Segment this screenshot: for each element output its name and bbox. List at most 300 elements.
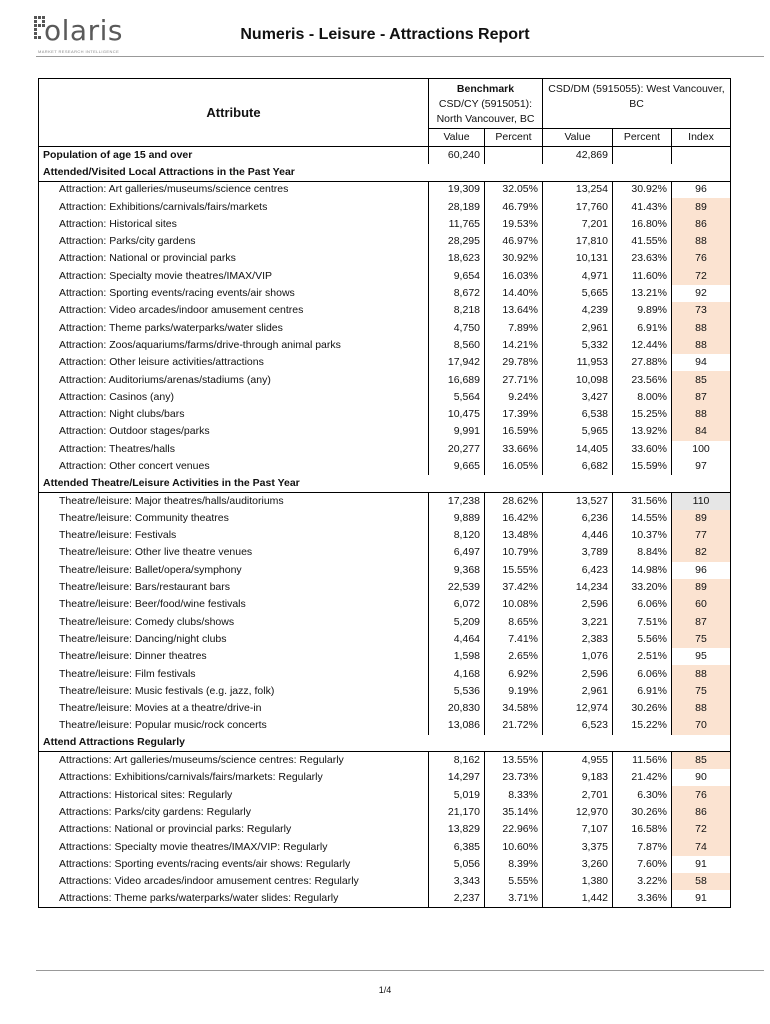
logo-tagline: MARKET RESEARCH INTELLIGENCE <box>38 49 120 54</box>
bench-percent: 10.79% <box>485 544 543 561</box>
target-percent: 9.89% <box>613 302 672 319</box>
row-label: Attractions: Parks/city gardens: Regularly <box>59 805 251 818</box>
row-label: Attractions: Video arcades/indoor amusement centres: Regularly <box>59 875 359 888</box>
bench-value: 18,623 <box>429 250 485 267</box>
index-value: 77 <box>672 527 731 544</box>
table-row <box>39 665 731 682</box>
target-percent: 14.98% <box>613 562 672 579</box>
target-percent: 15.22% <box>613 717 672 734</box>
bench-value: 8,672 <box>429 285 485 302</box>
table-row <box>39 700 731 717</box>
target-value: 3,221 <box>543 614 613 631</box>
row-label: Attractions: Theme parks/waterparks/water slides: Regularly <box>59 892 339 905</box>
row-label: Attraction: National or provincial parks <box>59 252 236 265</box>
target-value: 1,442 <box>543 890 613 907</box>
target-percent: 7.60% <box>613 856 672 873</box>
target-percent: 12.44% <box>613 337 672 354</box>
target-percent: 5.56% <box>613 631 672 648</box>
table-row <box>39 233 731 250</box>
bench-percent: 33.66% <box>485 441 543 458</box>
index-value: 86 <box>672 804 731 821</box>
table-row <box>39 562 731 579</box>
table-row <box>39 268 731 285</box>
index-value: 97 <box>672 458 731 475</box>
table-row <box>39 804 731 821</box>
row-label: Theatre/leisure: Movies at a theatre/drive-in <box>59 702 262 715</box>
index-value: 88 <box>672 233 731 250</box>
bench-value: 3,343 <box>429 873 485 890</box>
section-header-row <box>39 475 731 492</box>
bench-percent: 9.19% <box>485 683 543 700</box>
target-value: 5,965 <box>543 423 613 440</box>
table-row <box>39 216 731 233</box>
benchmark-header <box>429 79 543 129</box>
target-percent: 15.25% <box>613 406 672 423</box>
target-percent: 10.37% <box>613 527 672 544</box>
bench-percent: 16.05% <box>485 458 543 475</box>
target-value: 5,332 <box>543 337 613 354</box>
row-label: Attraction: Night clubs/bars <box>59 408 185 421</box>
bench-value: 22,539 <box>429 579 485 596</box>
bench-percent: 13.64% <box>485 302 543 319</box>
target-area-header: CSD/DM (5915055): West Vancouver, BC <box>543 79 731 129</box>
bench-value: 6,497 <box>429 544 485 561</box>
section-title: Attended Theatre/Leisure Activities in the Past Year <box>39 475 731 492</box>
target-percent: 31.56% <box>613 492 672 509</box>
row-label: Theatre/leisure: Film festivals <box>59 667 196 680</box>
target-value: 13,254 <box>543 181 613 198</box>
bench-value: 4,168 <box>429 665 485 682</box>
target-value: 2,596 <box>543 665 613 682</box>
table-row <box>39 838 731 855</box>
target-percent: 14.55% <box>613 510 672 527</box>
target-value: 4,971 <box>543 268 613 285</box>
bench-value: 13,086 <box>429 717 485 734</box>
row-label: Attractions: Historical sites: Regularly <box>59 788 233 801</box>
target-value: 12,970 <box>543 804 613 821</box>
row-label: Theatre/leisure: Music festivals (e.g. jazz, folk) <box>59 684 275 697</box>
section-header-row <box>39 735 731 752</box>
bench-value: 9,654 <box>429 268 485 285</box>
attribute-header: Attribute <box>39 79 429 147</box>
row-label: Attractions: Sporting events/racing events/air shows: Regularly <box>59 857 351 870</box>
bench-percent: 17.39% <box>485 406 543 423</box>
logo-wordmark: olaris <box>44 14 123 47</box>
bench-percent: 16.42% <box>485 510 543 527</box>
index-value: 88 <box>672 700 731 717</box>
page-title: Numeris - Leisure - Attractions Report <box>240 26 530 43</box>
table-row <box>39 354 731 371</box>
index-value: 72 <box>672 268 731 285</box>
section-title: Attend Attractions Regularly <box>39 735 731 752</box>
target-value: 10,098 <box>543 371 613 388</box>
bench-percent: 22.96% <box>485 821 543 838</box>
target-value: 3,789 <box>543 544 613 561</box>
target-percent: 23.56% <box>613 371 672 388</box>
row-label: Attraction: Exhibitions/carnivals/fairs/markets <box>59 200 268 213</box>
bench-value: 28,295 <box>429 233 485 250</box>
bench-value: 19,309 <box>429 181 485 198</box>
target-percent: 11.60% <box>613 268 672 285</box>
bench-percent: 30.92% <box>485 250 543 267</box>
target-percent: 3.36% <box>613 890 672 907</box>
bench-value: 5,564 <box>429 389 485 406</box>
target-value: 1,076 <box>543 648 613 665</box>
index-value: 88 <box>672 665 731 682</box>
table-row <box>39 717 731 734</box>
table-row <box>39 371 731 388</box>
target-percent: 16.80% <box>613 216 672 233</box>
row-label: Attraction: Parks/city gardens <box>59 235 196 248</box>
index-value: 96 <box>672 181 731 198</box>
table-row <box>39 302 731 319</box>
row-label: Theatre/leisure: Festivals <box>59 529 177 542</box>
row-label: Theatre/leisure: Major theatres/halls/auditoriums <box>59 494 284 507</box>
bench-value: 14,297 <box>429 769 485 786</box>
population-row <box>39 147 731 164</box>
target-value: 10,131 <box>543 250 613 267</box>
bench-value: 4,464 <box>429 631 485 648</box>
bench-percent: 37.42% <box>485 579 543 596</box>
bench-percent: 5.55% <box>485 873 543 890</box>
table-row <box>39 510 731 527</box>
index-value: 100 <box>672 441 731 458</box>
row-label: Theatre/leisure: Popular music/rock concerts <box>59 719 267 732</box>
table-row <box>39 631 731 648</box>
bench-percent: 15.55% <box>485 562 543 579</box>
table-row <box>39 441 731 458</box>
bench-percent: 14.40% <box>485 285 543 302</box>
bench-value: 6,385 <box>429 838 485 855</box>
table-row <box>39 181 731 198</box>
bench-percent: 6.92% <box>485 665 543 682</box>
target-percent: 8.84% <box>613 544 672 561</box>
target-percent: 30.26% <box>613 804 672 821</box>
table-row <box>39 856 731 873</box>
table-row <box>39 786 731 803</box>
index-value: 88 <box>672 337 731 354</box>
population-target-value: 42,869 <box>543 147 613 164</box>
population-label: Population of age 15 and over <box>43 148 193 161</box>
table-row <box>39 596 731 613</box>
row-label: Theatre/leisure: Dancing/night clubs <box>59 632 227 645</box>
target-value: 2,961 <box>543 683 613 700</box>
row-label: Theatre/leisure: Bars/restaurant bars <box>59 581 230 594</box>
target-percent: 30.26% <box>613 700 672 717</box>
target-percent: 6.06% <box>613 665 672 682</box>
index-value: 75 <box>672 631 731 648</box>
bench-percent: 2.65% <box>485 648 543 665</box>
index-value: 88 <box>672 319 731 336</box>
row-label: Attraction: Auditoriums/arenas/stadiums (any) <box>59 373 271 386</box>
target-percent: 6.91% <box>613 319 672 336</box>
target-percent: 8.00% <box>613 389 672 406</box>
table-row <box>39 250 731 267</box>
bench-percent: 10.08% <box>485 596 543 613</box>
target-percent: 13.21% <box>613 285 672 302</box>
target-value: 6,423 <box>543 562 613 579</box>
table-row <box>39 406 731 423</box>
bench-value: 9,889 <box>429 510 485 527</box>
index-value: 85 <box>672 752 731 769</box>
bench-percent: 35.14% <box>485 804 543 821</box>
bench-value: 1,598 <box>429 648 485 665</box>
index-value: 75 <box>672 683 731 700</box>
bench-percent: 7.89% <box>485 319 543 336</box>
bench-value: 28,189 <box>429 198 485 215</box>
target-percent: 2.51% <box>613 648 672 665</box>
table-row <box>39 527 731 544</box>
target-value: 7,107 <box>543 821 613 838</box>
bench-percent-header: Percent <box>485 129 543 147</box>
target-value: 11,953 <box>543 354 613 371</box>
row-label: Attraction: Theme parks/waterparks/water slides <box>59 321 283 334</box>
target-percent: 33.60% <box>613 441 672 458</box>
index-value: 74 <box>672 838 731 855</box>
index-value: 88 <box>672 406 731 423</box>
index-value: 92 <box>672 285 731 302</box>
row-label: Theatre/leisure: Community theatres <box>59 511 229 524</box>
bench-percent: 28.62% <box>485 492 543 509</box>
row-label: Attraction: Zoos/aquariums/farms/drive-through animal parks <box>59 338 341 351</box>
target-value: 17,760 <box>543 198 613 215</box>
table-row <box>39 423 731 440</box>
table-row <box>39 683 731 700</box>
table-row <box>39 544 731 561</box>
report-header <box>0 0 770 58</box>
target-value: 14,234 <box>543 579 613 596</box>
bench-percent: 32.05% <box>485 181 543 198</box>
table-row <box>39 579 731 596</box>
target-percent: 7.51% <box>613 614 672 631</box>
index-value: 58 <box>672 873 731 890</box>
bench-value: 9,991 <box>429 423 485 440</box>
bench-value: 2,237 <box>429 890 485 907</box>
target-value: 14,405 <box>543 441 613 458</box>
bench-percent: 19.53% <box>485 216 543 233</box>
row-label: Theatre/leisure: Comedy clubs/shows <box>59 615 235 628</box>
row-label: Attraction: Other concert venues <box>59 459 210 472</box>
index-value: 73 <box>672 302 731 319</box>
row-label: Attraction: Specialty movie theatres/IMAX/VIP <box>59 269 273 282</box>
index-value: 76 <box>672 786 731 803</box>
table-row <box>39 337 731 354</box>
section-title: Attended/Visited Local Attractions in the Past Year <box>39 164 731 181</box>
target-value: 9,183 <box>543 769 613 786</box>
index-value: 87 <box>672 389 731 406</box>
bench-value: 8,560 <box>429 337 485 354</box>
table-row <box>39 648 731 665</box>
bench-value: 8,162 <box>429 752 485 769</box>
index-value: 110 <box>672 492 731 509</box>
target-value-header: Value <box>543 129 613 147</box>
table-row <box>39 389 731 406</box>
bench-percent: 13.55% <box>485 752 543 769</box>
bench-value: 9,368 <box>429 562 485 579</box>
bench-value: 8,218 <box>429 302 485 319</box>
benchmark-title: Benchmark <box>456 83 515 95</box>
index-value: 60 <box>672 596 731 613</box>
row-label: Attraction: Art galleries/museums/science centres <box>59 183 289 196</box>
index-value: 82 <box>672 544 731 561</box>
target-percent: 41.43% <box>613 198 672 215</box>
target-percent: 30.92% <box>613 181 672 198</box>
target-percent: 21.42% <box>613 769 672 786</box>
population-index <box>672 147 731 164</box>
index-value: 91 <box>672 890 731 907</box>
target-value: 3,375 <box>543 838 613 855</box>
page-indicator: 1/4 <box>378 985 392 995</box>
index-value: 86 <box>672 216 731 233</box>
target-value: 2,701 <box>543 786 613 803</box>
target-percent: 6.30% <box>613 786 672 803</box>
bench-value: 5,209 <box>429 614 485 631</box>
target-value: 6,682 <box>543 458 613 475</box>
population-bench-percent <box>485 147 543 164</box>
index-value: 89 <box>672 510 731 527</box>
bench-percent: 46.79% <box>485 198 543 215</box>
bench-value: 21,170 <box>429 804 485 821</box>
index-value: 76 <box>672 250 731 267</box>
target-percent: 41.55% <box>613 233 672 250</box>
bench-percent: 7.41% <box>485 631 543 648</box>
bench-value: 16,689 <box>429 371 485 388</box>
bench-value: 5,056 <box>429 856 485 873</box>
index-value: 95 <box>672 648 731 665</box>
row-label: Attraction: Outdoor stages/parks <box>59 425 210 438</box>
row-label: Attraction: Historical sites <box>59 217 177 230</box>
target-percent: 7.87% <box>613 838 672 855</box>
table-row <box>39 752 731 769</box>
target-value: 6,538 <box>543 406 613 423</box>
bench-percent: 13.48% <box>485 527 543 544</box>
target-value: 17,810 <box>543 233 613 250</box>
row-label: Attractions: Specialty movie theatres/IMAX/VIP: Regularly <box>59 840 328 853</box>
bench-percent: 21.72% <box>485 717 543 734</box>
table-row <box>39 769 731 786</box>
index-value: 87 <box>672 614 731 631</box>
bench-value: 10,475 <box>429 406 485 423</box>
target-value: 6,523 <box>543 717 613 734</box>
table-row <box>39 821 731 838</box>
target-value: 4,955 <box>543 752 613 769</box>
index-header: Index <box>672 129 731 147</box>
row-label: Attraction: Sporting events/racing events/air shows <box>59 287 295 300</box>
row-label: Attraction: Casinos (any) <box>59 390 174 403</box>
index-value: 94 <box>672 354 731 371</box>
table-body <box>39 147 731 908</box>
target-percent: 6.06% <box>613 596 672 613</box>
bench-percent: 27.71% <box>485 371 543 388</box>
title-divider <box>36 56 764 57</box>
target-percent: 11.56% <box>613 752 672 769</box>
row-label: Theatre/leisure: Other live theatre venues <box>59 546 253 559</box>
bench-value: 5,019 <box>429 786 485 803</box>
row-label: Attractions: Exhibitions/carnivals/fairs/markets: Regularly <box>59 771 323 784</box>
report-table-container <box>38 78 731 908</box>
target-percent-header: Percent <box>613 129 672 147</box>
index-value: 70 <box>672 717 731 734</box>
bench-percent: 8.33% <box>485 786 543 803</box>
bench-percent: 46.97% <box>485 233 543 250</box>
target-value: 2,961 <box>543 319 613 336</box>
target-value: 12,974 <box>543 700 613 717</box>
target-percent: 6.91% <box>613 683 672 700</box>
row-label: Theatre/leisure: Dinner theatres <box>59 650 207 663</box>
target-value: 7,201 <box>543 216 613 233</box>
index-value: 84 <box>672 423 731 440</box>
bench-value: 9,665 <box>429 458 485 475</box>
bench-value: 20,830 <box>429 700 485 717</box>
target-value: 1,380 <box>543 873 613 890</box>
footer-divider <box>36 970 764 971</box>
target-percent: 23.63% <box>613 250 672 267</box>
bench-percent: 16.03% <box>485 268 543 285</box>
target-value: 2,596 <box>543 596 613 613</box>
bench-percent: 8.39% <box>485 856 543 873</box>
bench-percent: 3.71% <box>485 890 543 907</box>
population-bench-value: 60,240 <box>429 147 485 164</box>
index-value: 89 <box>672 198 731 215</box>
index-value: 90 <box>672 769 731 786</box>
attractions-table <box>38 78 731 908</box>
target-value: 4,239 <box>543 302 613 319</box>
target-value: 2,383 <box>543 631 613 648</box>
bench-value: 5,536 <box>429 683 485 700</box>
target-percent: 15.59% <box>613 458 672 475</box>
table-row <box>39 873 731 890</box>
row-label: Attractions: Art galleries/museums/science centres: Regularly <box>59 754 344 767</box>
bench-percent: 34.58% <box>485 700 543 717</box>
table-row <box>39 492 731 509</box>
table-row <box>39 614 731 631</box>
target-percent: 16.58% <box>613 821 672 838</box>
bench-percent: 14.21% <box>485 337 543 354</box>
target-percent: 33.20% <box>613 579 672 596</box>
target-value: 3,260 <box>543 856 613 873</box>
index-value: 72 <box>672 821 731 838</box>
row-label: Attraction: Video arcades/indoor amusement centres <box>59 304 304 317</box>
bench-value: 11,765 <box>429 216 485 233</box>
population-target-percent <box>613 147 672 164</box>
target-percent: 27.88% <box>613 354 672 371</box>
bench-value: 20,277 <box>429 441 485 458</box>
bench-value-header: Value <box>429 129 485 147</box>
row-label: Attraction: Other leisure activities/attractions <box>59 356 264 369</box>
bench-percent: 29.78% <box>485 354 543 371</box>
index-value: 85 <box>672 371 731 388</box>
table-row <box>39 319 731 336</box>
target-percent: 3.22% <box>613 873 672 890</box>
row-label: Theatre/leisure: Beer/food/wine festivals <box>59 598 246 611</box>
index-value: 91 <box>672 856 731 873</box>
row-label: Attractions: National or provincial parks: Regularly <box>59 823 292 836</box>
target-value: 6,236 <box>543 510 613 527</box>
bench-percent: 9.24% <box>485 389 543 406</box>
bench-percent: 8.65% <box>485 614 543 631</box>
index-value: 89 <box>672 579 731 596</box>
bench-value: 8,120 <box>429 527 485 544</box>
row-label: Theatre/leisure: Ballet/opera/symphony <box>59 563 242 576</box>
target-percent: 13.92% <box>613 423 672 440</box>
target-value: 4,446 <box>543 527 613 544</box>
target-value: 5,665 <box>543 285 613 302</box>
bench-percent: 23.73% <box>485 769 543 786</box>
bench-value: 6,072 <box>429 596 485 613</box>
target-value: 3,427 <box>543 389 613 406</box>
bench-value: 4,750 <box>429 319 485 336</box>
table-row <box>39 198 731 215</box>
